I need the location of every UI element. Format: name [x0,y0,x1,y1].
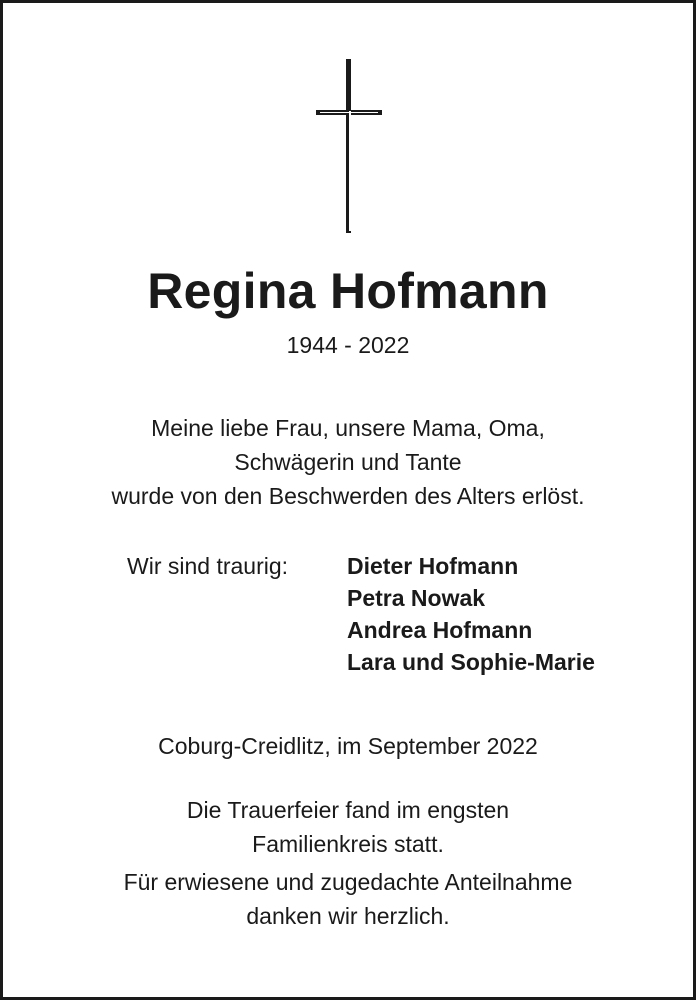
intro-line: Schwägerin und Tante [234,449,462,475]
intro-text [3,411,693,513]
mourners-label: Wir sind traurig: [127,553,289,579]
mourners-list [347,549,595,677]
mourner-name: Lara und Sophie-Marie [347,649,595,675]
mourner-name: Dieter Hofmann [347,553,519,579]
mourner-name: Andrea Hofmann [347,617,533,643]
mourner-name: Petra Nowak [347,585,486,611]
place-date [3,729,693,763]
funeral-note [3,793,693,861]
place-date-line: Coburg-Creidlitz, im September 2022 [158,733,538,759]
thanks-line: Für erwiesene und zugedachte Anteilnahme [123,869,573,895]
intro-line: Meine liebe Frau, unsere Mama, Oma, [151,415,545,441]
intro-line: wurde von den Beschwerden des Alters erlöst. [111,483,585,509]
deceased-name: Regina Hofmann [147,263,549,319]
cross-icon [316,59,382,233]
thanks-line: danken wir herzlich. [246,903,450,929]
funeral-line: Familienkreis statt. [252,831,444,857]
thanks-note [3,865,693,933]
life-dates: 1944 - 2022 [286,332,410,358]
funeral-line: Die Trauerfeier fand im engsten [186,797,510,823]
